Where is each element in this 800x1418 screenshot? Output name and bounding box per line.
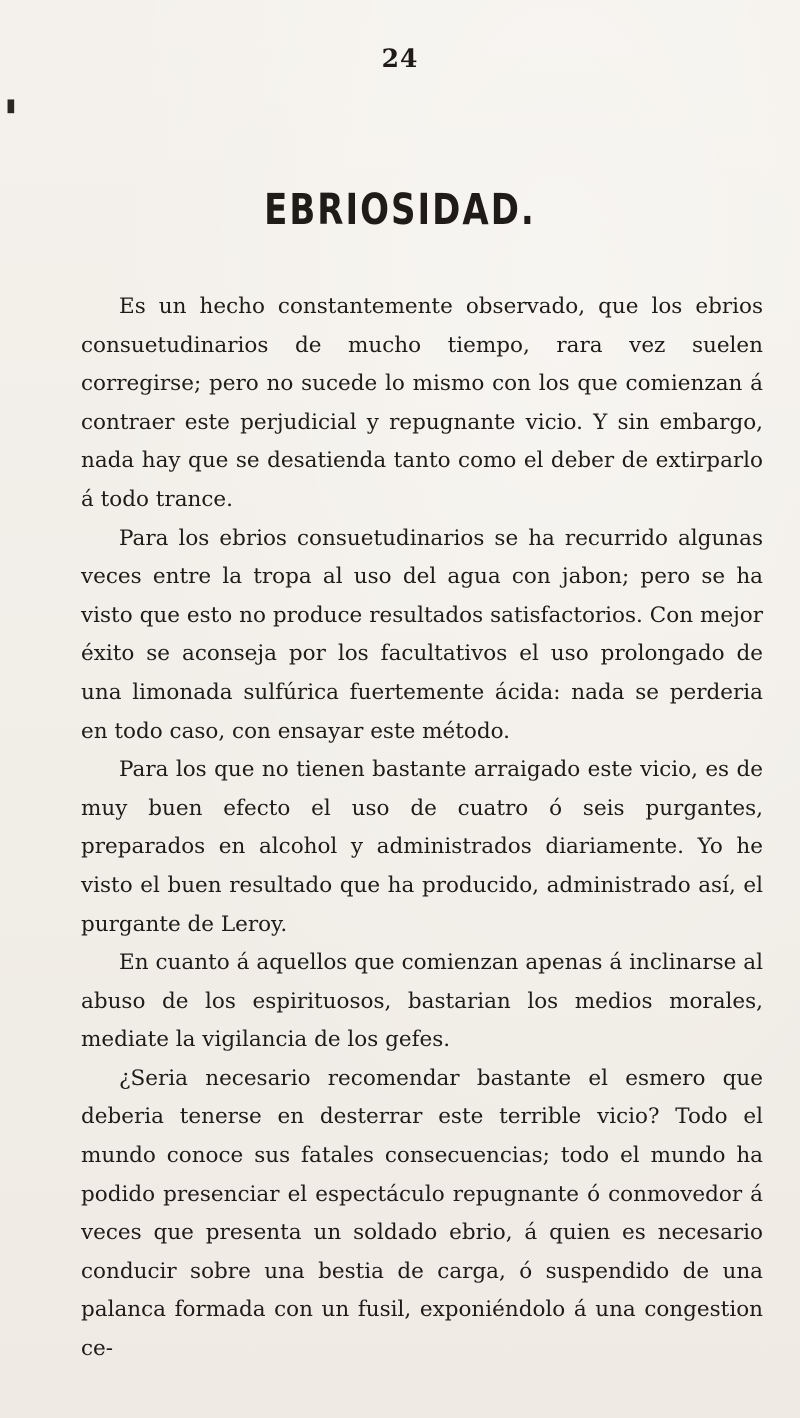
paragraph: Es un hecho constantemente observado, que los ebrios consuetudinarios de mucho tiempo, rara vez suelen corregirse; pero no sucede lo mismo con los que comienzan á contraer este perjudicial y repugnante vicio. Y sin embargo, nada hay que se desatienda tanto como el deber de extirparlo á todo trance. (81, 294, 763, 512)
section-title: EBRIOSIDAD. (264, 185, 536, 235)
paragraph: ¿Seria necesario recomendar bastante el esmero que deberia tenerse en desterrar este terrible vicio? Todo el mundo conoce sus fatales consecuencias; todo el mundo ha podido presenciar el espectáculo repugnante ó conmovedor á veces que presenta un soldado ebrio, á quien es necesario conducir sobre una bestia de carga, ó suspendido de una palanca formada con un fusil, exponiéndolo á una congestion ce- (81, 1065, 763, 1362)
paragraph: Para los que no tienen bastante arraigado este vicio, es de muy buen efecto el uso de cuatro ó seis purgantes, preparados en alcohol y administrados diariamente. Yo he visto el buen resultado que ha producido, administrado así, el purgante de Leroy. (81, 757, 763, 937)
page-number: 24 (381, 44, 419, 73)
margin-mark: ▮ (6, 95, 16, 116)
paragraph: Para los ebrios consuetudinarios se ha recurrido algunas veces entre la tropa al uso del agua con jabon; pero se ha visto que esto no produce resultados satisfactorios. Con mejor éxito se aconseja por los facultativos el uso prolongado de una limonada sulfúrica fuertemente ácida: nada se perderia en todo caso, con ensayar este método. (81, 525, 763, 744)
paragraph: En cuanto á aquellos que comienzan apenas á inclinarse al abuso de los espirituosos, bastarian los medios morales, mediate la vigilancia de los gefes. (81, 950, 763, 1053)
body-text (81, 288, 763, 1369)
